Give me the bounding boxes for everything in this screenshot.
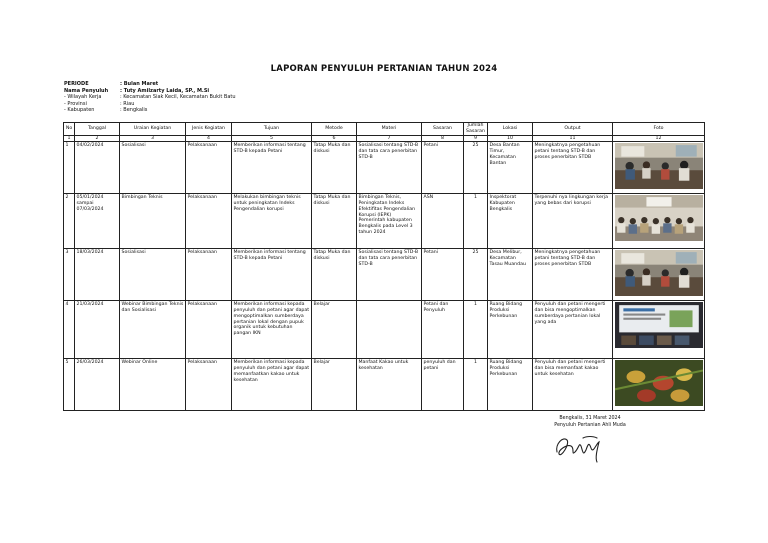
location-cell: Inspektorat Kabupaten Bengkalis bbox=[488, 193, 533, 248]
material-cell: Manfaat Kakao untuk kesehatan bbox=[357, 358, 422, 410]
material-cell: Sosialisasi tentang STD-B dan tata cara penerbitan STD-B bbox=[357, 141, 422, 193]
method-cell: Tatap Muka dan diskusi bbox=[312, 193, 357, 248]
table-row bbox=[64, 358, 705, 410]
date-cell: 04/02/2024 bbox=[75, 141, 120, 193]
meta-label: - Provinsi bbox=[64, 100, 87, 107]
meeting-room-photo bbox=[615, 143, 703, 192]
column-number: 9 bbox=[464, 135, 488, 141]
signature-role: Penyuluh Pertanian Ahli Muda bbox=[554, 422, 626, 428]
date-cell: 18/03/2024 bbox=[75, 248, 120, 300]
activity-cell: Sosialisasi bbox=[120, 248, 186, 300]
row-number: 2 bbox=[64, 193, 75, 248]
type-cell: Pelaksanaan bbox=[186, 193, 232, 248]
activity-cell: Webinar Bimbingan Teknis dan Sosialisasi bbox=[120, 300, 186, 358]
column-header: No bbox=[64, 123, 75, 136]
target-count-cell: 1 bbox=[464, 300, 488, 358]
target-cell: ASN bbox=[422, 193, 464, 248]
table-row bbox=[64, 248, 705, 300]
column-header: Materi bbox=[357, 123, 422, 136]
meta-value: : Bengkalis bbox=[120, 107, 148, 114]
signature-block bbox=[520, 416, 660, 429]
meta-row bbox=[64, 81, 236, 88]
column-number: 7 bbox=[357, 135, 422, 141]
table-row bbox=[64, 141, 705, 193]
target-count-cell: 25 bbox=[464, 141, 488, 193]
report-table bbox=[63, 122, 705, 411]
column-number: 11 bbox=[533, 135, 613, 141]
material-cell: Sosialisasi tentang STD-B dan tata cara penerbitan STD-B bbox=[357, 248, 422, 300]
meta-value: : Riau bbox=[120, 100, 135, 107]
method-cell: Belajar bbox=[312, 300, 357, 358]
activity-cell: Sosialisasi bbox=[120, 141, 186, 193]
meta-row bbox=[64, 88, 236, 95]
handwritten-signature bbox=[553, 430, 609, 464]
goal-cell: Memberikan informasi kepada penyuluh dan petani agar dapat mengoptimalkan sumberdaya pertanian lokal dengan pupuk organik untuk kebutuhan pangan IKN bbox=[232, 300, 312, 358]
meta-label: Nama Penyuluh bbox=[64, 87, 109, 94]
classroom-photo bbox=[615, 195, 703, 244]
method-cell: Tatap Muka dan diskusi bbox=[312, 248, 357, 300]
column-header: Sasaran bbox=[422, 123, 464, 136]
meta-value: : Kecamatan Siak Kecil, Kecamatan Bukit Batu bbox=[120, 94, 236, 101]
location-cell: Ruang Bidang Produksi Perkebunan bbox=[488, 300, 533, 358]
photo-cell bbox=[613, 358, 705, 410]
cocoa-pods-photo bbox=[615, 360, 703, 409]
row-number: 4 bbox=[64, 300, 75, 358]
goal-cell: Melakukan bimbingan teknis untuk peningkatan Indeks Pengendalian korupsi bbox=[232, 193, 312, 248]
meeting-room-photo bbox=[615, 250, 703, 299]
output-cell: Terpenuhi nya lingkungan kerja yang bebas dari korupsi bbox=[533, 193, 613, 248]
target-count-cell: 1 bbox=[464, 193, 488, 248]
column-header: Foto bbox=[613, 123, 705, 136]
date-cell: 21/03/2024 bbox=[75, 300, 120, 358]
date-cell: 05/01/2024 sampai 07/03/2024 bbox=[75, 193, 120, 248]
table-row bbox=[64, 300, 705, 358]
column-number: 2 bbox=[75, 135, 120, 141]
meta-value: : Bulan Maret bbox=[120, 81, 159, 87]
target-cell: Petani bbox=[422, 141, 464, 193]
method-cell: Belajar bbox=[312, 358, 357, 410]
goal-cell: Memberikan informasi kepada penyuluh dan petani agar dapat memanfaatkan kakao untuk kesehatan bbox=[232, 358, 312, 410]
material-cell: Bimbingan Teknis, Peningkatan Indeks Efektifitas Pengendalian Korupsi (IEPK) Pemerintah kabupaten Bengkalis pada Level 3 tahun 2024 bbox=[357, 193, 422, 248]
report-meta bbox=[64, 81, 236, 114]
table-header-row bbox=[64, 123, 705, 136]
activity-cell: Webinar Online bbox=[120, 358, 186, 410]
target-cell: penyuluh dan petani bbox=[422, 358, 464, 410]
meta-value: : Tuty Amilzarty Laida, SP., M.Si bbox=[120, 87, 210, 94]
meta-row bbox=[64, 94, 236, 101]
target-cell: Petani dan Penyuluh bbox=[422, 300, 464, 358]
column-header: Tujuan bbox=[232, 123, 312, 136]
target-cell: Petani bbox=[422, 248, 464, 300]
meta-label: - Kabupaten bbox=[64, 107, 95, 114]
column-number: 1 bbox=[64, 135, 75, 141]
column-number: 6 bbox=[312, 135, 357, 141]
signature-place-date: Bengkalis, 31 Maret 2024 bbox=[559, 416, 621, 421]
report-title: LAPORAN PENYULUH PERTANIAN TAHUN 2024 bbox=[270, 64, 498, 74]
row-number: 5 bbox=[64, 358, 75, 410]
output-cell: Meningkatnya pengetahuan petani tentang STD-B dan proses penerbitan STDB bbox=[533, 141, 613, 193]
date-cell: 26/03/2024 bbox=[75, 358, 120, 410]
type-cell: Pelaksanaan bbox=[186, 300, 232, 358]
location-cell: Desa Bantan Timur, Kecamatan Bantan bbox=[488, 141, 533, 193]
location-cell: Ruang Bidang Produksi Perkebunan bbox=[488, 358, 533, 410]
column-number: 3 bbox=[120, 135, 186, 141]
output-cell: Meningkatnya pengetahuan petani tentang STD-B dan proses penerbitan STDB bbox=[533, 248, 613, 300]
column-number: 4 bbox=[186, 135, 232, 141]
column-header: Uraian Kegiatan bbox=[120, 123, 186, 136]
type-cell: Pelaksanaan bbox=[186, 248, 232, 300]
column-header: Jenis Kegiatan bbox=[186, 123, 232, 136]
type-cell: Pelaksanaan bbox=[186, 358, 232, 410]
activity-cell: Bimbingan Teknis bbox=[120, 193, 186, 248]
meta-row bbox=[64, 101, 236, 108]
column-number: 5 bbox=[232, 135, 312, 141]
goal-cell: Memberikan informasi tentang STD-B kepada Petani bbox=[232, 248, 312, 300]
photo-cell bbox=[613, 300, 705, 358]
column-header: Tanggal bbox=[75, 123, 120, 136]
meta-row bbox=[64, 107, 236, 114]
method-cell: Tatap Muka dan diskusi bbox=[312, 141, 357, 193]
photo-cell bbox=[613, 193, 705, 248]
output-cell: Penyuluh dan petani mengerti dan bisa mengoptimalkan sumberdaya pertanian lokal yang ada bbox=[533, 300, 613, 358]
column-header: Lokasi bbox=[488, 123, 533, 136]
type-cell: Pelaksanaan bbox=[186, 141, 232, 193]
column-header: Jumlah Sasaran bbox=[464, 123, 488, 136]
target-count-cell: 25 bbox=[464, 248, 488, 300]
goal-cell: Memberikan informasi tentang STD-B kepada Petani bbox=[232, 141, 312, 193]
target-count-cell: 1 bbox=[464, 358, 488, 410]
row-number: 3 bbox=[64, 248, 75, 300]
output-cell: Penyuluh dan petani mengerti dan bisa memanfaat kakao untuk kesehatan bbox=[533, 358, 613, 410]
material-cell bbox=[357, 300, 422, 358]
meta-label: - Wilayah Kerja bbox=[64, 94, 102, 101]
column-header: Metode bbox=[312, 123, 357, 136]
column-header: Output bbox=[533, 123, 613, 136]
column-number: 8 bbox=[422, 135, 464, 141]
photo-cell bbox=[613, 141, 705, 193]
photo-cell bbox=[613, 248, 705, 300]
column-number: 10 bbox=[488, 135, 533, 141]
meta-label: PERIODE bbox=[64, 81, 89, 87]
location-cell: Desa Melibur, Kecamatan Tasau Muandau bbox=[488, 248, 533, 300]
table-row bbox=[64, 193, 705, 248]
webinar-screen-photo bbox=[615, 302, 703, 351]
column-number: 12 bbox=[613, 135, 705, 141]
row-number: 1 bbox=[64, 141, 75, 193]
